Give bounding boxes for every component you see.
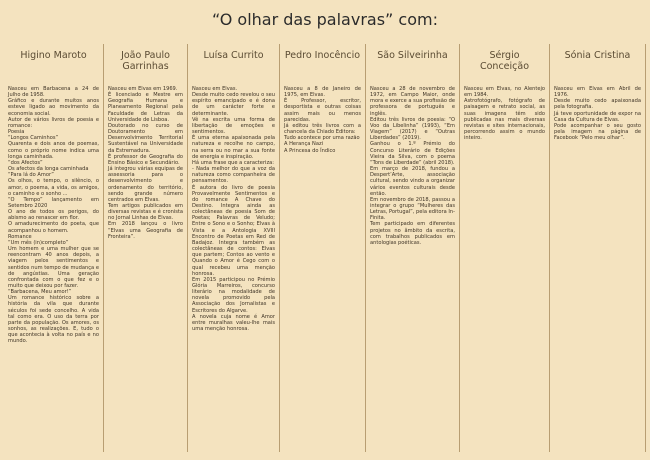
column-name: Higino Maroto xyxy=(20,50,87,61)
column-bio: Nasceu em Elvas em Abril de 1976. Desde muito cedo apaixonada pela fotografia. Já teve oportunidade de expor na Casa da Cultura de Elvas. Pode acompanhar o seu gosto pela imagem na página de Facebook “Pelo meu olhar”. xyxy=(554,86,641,142)
column-bio: Nasceu a 28 de novembro de 1972, em Campo Maior, onde mora e exerce a sua profissão de professora de português e inglês. Editou três livros de poesia: “O Voo da Libelinha” (1993), “Em Viagem” (2017) e “Outras Liberdades” (2019). Ganhou o 1.º Prémio do Concurso Literário de Edições Vieira da Silva, com o poema “Tons de Liberdade” (abril 2018). Em março de 2018, fundou a Despert’Arte, associação cultural, sendo vindo a organizar vários eventos culturais desde então. Em novembro de 2018, passou a integrar o grupo “Mulheres das Letras, Portugal”, pela editora In-Finita. Tem participado em diferentes projetos no âmbito da escrita, com trabalhos publicados em antologias poéticas. xyxy=(370,86,455,246)
page-title: “O olhar das palavras” com: xyxy=(212,10,438,29)
column-name: Luísa Currito xyxy=(203,50,264,61)
column-sonia-cristina xyxy=(550,44,646,452)
column-sergio-conceicao xyxy=(460,44,550,452)
column-bio: Nasceu em Elvas. Desde muito cedo revelou o seu espírito emancipado e é dona de um carácter forte e determinante. Vê na escrita uma forma de libertação de emoções e sentimentos. É uma eterna apaixonada pela natureza e recolhe no campo, na serra ou no mar a sua fonte de energia e inspiração. Há uma frase que a caracteriza: - Nada melhor do que a voz da natureza como companheira de pensamentos. É autora do livro de poesia Provavelmente Sentimentos e do romance A Chave do Destino. Integra ainda as colectâneas de poesia Som de Poetas; Palavras de Veludo; Entre o Sono e o Sonho; Elvas à Vista e a Antologia XVIII Encontro de Poetas em Red de Badajoz. Integra também as colectâneas de contos: Elvas que partem; Contos ao vento e Quando o Amor é Cego com o qual recebeu uma menção honrosa. Em 2015 participou no Prémio Glória Marreiros, concurso literário na modalidade de novela promovido pela Associação dos Jornalistas e Escritores do Algarve. A novela cuja nome é Amor entre muralhas valeu-lhe mais uma menção honrosa. xyxy=(192,86,275,333)
column-joao-paulo-garrinhas xyxy=(104,44,188,452)
column-pedro-inocencio xyxy=(280,44,366,452)
column-bio: Nasceu em Elvas em 1969. É licenciado e Mestre em Geografia Humana e Planeamento Regional pela Faculdade de Letras da Universidade de Lisboa. Doutorado no curso de Doutoramento em Desenvolvimento Territorial Sustentável na Universidade da Estremadura. É professor de Geografia do Ensino Básico e Secundário. Já integrou várias equipas de assessoria para o desenvolvimento e ordenamento do território, sendo grande número centrados em Elvas. Tem artigos publicados em diversas revistas e é cronista no Jornal Linhas de Elvas. Em 2018 lançou o livro “Elvas uma Geografia de Fronteira”. xyxy=(108,86,183,240)
column-bio: Nasceu em Elvas, no Alentejo em 1984. Astrofotógrafo, fotógrafo de paisagem e retrato social, as suas imagens têm sido publicadas nas mais diversas revistas e sites internacionais, percorrendo assim o mundo inteiro. xyxy=(464,86,545,142)
column-name: São Silveirinha xyxy=(377,50,448,61)
column-luisa-currito xyxy=(188,44,280,452)
column-bio: Nasceu a 8 de Janeiro de 1975, em Elvas. É Professor, escritor, desportista e outras coisas assim mais ou menos parecidas. Já editou três livros com a chancela da Chiado Editora: Tudo acontece por uma razão A Herança Nazi A Princesa do Índico xyxy=(284,86,361,154)
column-name: Pedro Inocêncio xyxy=(284,50,361,61)
column-bio: Nasceu em Barbacena a 24 de Julho de 1958. Gráfico e durante muitos anos esteve ligado ao movimento da economia social. Autor de vários livros de poesia e romance: Poesia “Longos Caminhos” Quarenta e dois anos de poemas, como o próprio nome indica uma longa caminhada. “dos Afectos” Os afectos da longa caminhada “Para lá do Amor” Os olhos, o tempo, o silêncio, o amor, o poema, a vida, os amigos, o caminho e o sonho ... “O Tempo” lançamento em Setembro 2020 O ano de todos os perigos, do abismo ao renascer em flor. O amadurecimento do poeta, que acompanhou o homem. Romance “Um mês (in)completo” Um homem e uma mulher que se reencontram 40 anos depois, a viagem pelos sentimentos e sentidos num tempo de mudança e de angústias. Uma geração confrontada com o que fez e o muito que deixou por fazer. “Barbacena, Meu amor!” Um romance histórico sobre a história da vila que durante séculos foi sede concelho. A vida tal como era. O uso da terra por parte da população. Os amores, os sonhos, as realizações. E, tudo o que acontecia à volta no país e no mundo. xyxy=(8,86,99,345)
column-name: Sónia Cristina xyxy=(564,50,631,61)
column-name: Sérgio Conceição xyxy=(479,50,530,72)
column-sao-silveirinha xyxy=(366,44,460,452)
column-higino-maroto xyxy=(4,44,104,452)
column-name: João Paulo Garrinhas xyxy=(121,50,170,72)
